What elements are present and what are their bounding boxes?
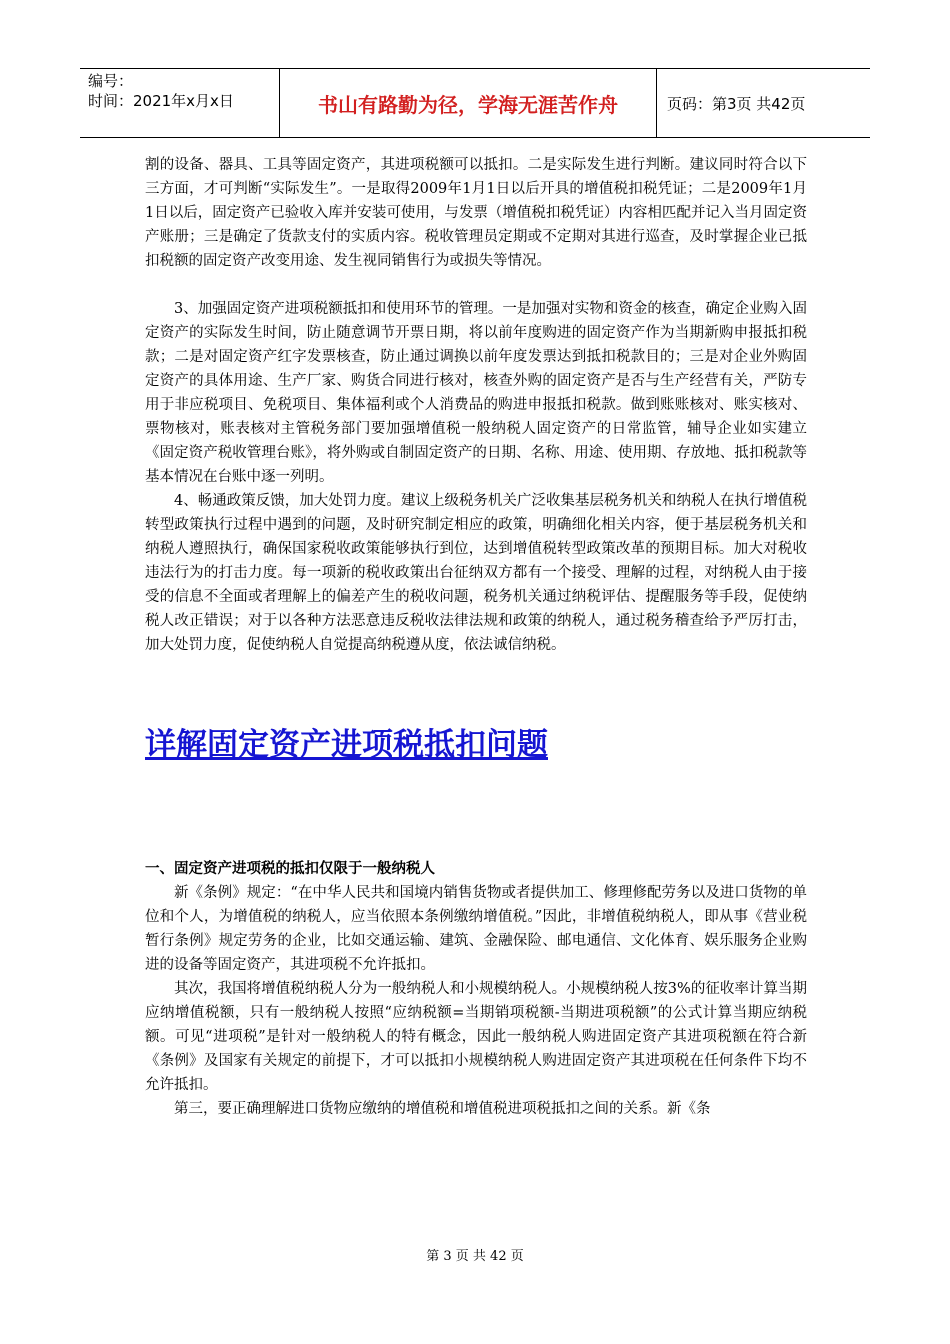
- paragraph-section-1-a: 新《条例》规定：“在中华人民共和国境内销售货物或者提供加工、修理修配劳务以及进口货物的单位和个人，为增值税的纳税人，应当依照本条例缴纳增值税。”因此，非增值税纳税人，即从事《营业税暂行条例》规定劳务的企业，比如交通运输、建筑、金融保险、邮电通信、文化体育、娱乐服务企业购进的设备等固定资产，其进项税不允许抵扣。: [145, 885, 807, 973]
- page-header: [80, 68, 870, 138]
- document-date: 时间：2021年x月x日: [88, 92, 234, 110]
- header-page-info: 页码：第3页 共42页: [667, 94, 806, 113]
- paragraph-section-1-c: 第三，要正确理解进口货物应缴纳的增值税和增值税进项税抵扣之间的关系。新《条: [174, 1101, 711, 1117]
- paragraph-item-3: 3、加强固定资产进项税额抵扣和使用环节的管理。一是加强对实物和资金的核查，确定企业购入固定资产的实际发生时间，防止随意调节开票日期，将以前年度购进的固定资产作为当期新购申报抵扣税款；二是对固定资产红字发票核查，防止通过调换以前年度发票达到抵扣税款目的；三是对企业外购固定资产的具体用途、生产厂家、购货合同进行核对，核查外购的固定资产是否与生产经营有关，严防专用于非应税项目、免税项目、集体福利或个人消费品的购进申报抵扣税款。做到账账核对、账实核对、票物核对，账表核对主管税务部门要加强增值税一般纳税人固定资产的日常监管，辅导企业如实建立《固定资产税收管理台账》，将外购或自制固定资产的日期、名称、用途、使用期、存放地、抵扣税款等基本情况在台账中逐一列明。: [145, 301, 807, 485]
- document-body: [145, 153, 807, 1121]
- section-1-heading: 一、固定资产进项税的抵扣仅限于一般纳税人: [145, 861, 435, 877]
- header-meta: [80, 69, 280, 137]
- article-title-link[interactable]: 详解固定资产进项税抵扣问题: [145, 727, 548, 763]
- paragraph-intro: 割的设备、器具、工具等固定资产，其进项税额可以抵扣。二是实际发生进行判断。建议同时符合以下三方面，才可判断“实际发生”。一是取得2009年1月1日以后开具的增值税扣税凭证；二是2009年1月1日以后，固定资产已验收入库并安装可使用，与发票（增值税扣税凭证）内容相匹配并记入当月固定资产账册；三是确定了货款支付的实质内容。税收管理员定期或不定期对其进行巡查，及时掌握企业已抵扣税额的固定资产改变用途、发生视同销售行为或损失等情况。: [145, 157, 807, 269]
- paragraph-item-4: 4、畅通政策反馈，加大处罚力度。建议上级税务机关广泛收集基层税务机关和纳税人在执行增值税转型政策执行过程中遇到的问题，及时研究制定相应的政策，明确细化相关内容，便于基层税务机关和纳税人遵照执行，确保国家税收政策能够执行到位，达到增值税转型政策改革的预期目标。加大对税收违法行为的打击力度。每一项新的税收政策出台征纳双方都有一个接受、理解的过程，对纳税人由于接受的信息不全面或者理解上的偏差产生的税收问题，税务机关通过纳税评估、提醒服务等手段，促使纳税人改正错误；对于以各种方法恶意违反税收法律法规和政策的纳税人，通过税务稽查给予严厉打击，加大处罚力度，促使纳税人自觉提高纳税遵从度，依法诚信纳税。: [145, 493, 807, 653]
- page-footer: 第 3 页 共 42 页: [426, 1249, 524, 1264]
- paragraph-gap: [145, 273, 807, 297]
- header-motto: 书山有路勤为径，学海无涯苦作舟: [280, 69, 657, 137]
- paragraph-section-1-b: 其次，我国将增值税纳税人分为一般纳税人和小规模纳税人。小规模纳税人按3%的征收率计算当期应纳增值税额，只有一般纳税人按照“应纳税额=当期销项税额-当期进项税额”的公式计算当期应纳税额。可见“进项税”是针对一般纳税人的特有概念，因此一般纳税人购进固定资产其进项税额在符合新《条例》及国家有关规定的前提下，才可以抵扣小规模纳税人购进固定资产其进项税在任何条件下均不允许抵扣。: [145, 981, 807, 1093]
- document-number-label: 编号：: [88, 72, 134, 90]
